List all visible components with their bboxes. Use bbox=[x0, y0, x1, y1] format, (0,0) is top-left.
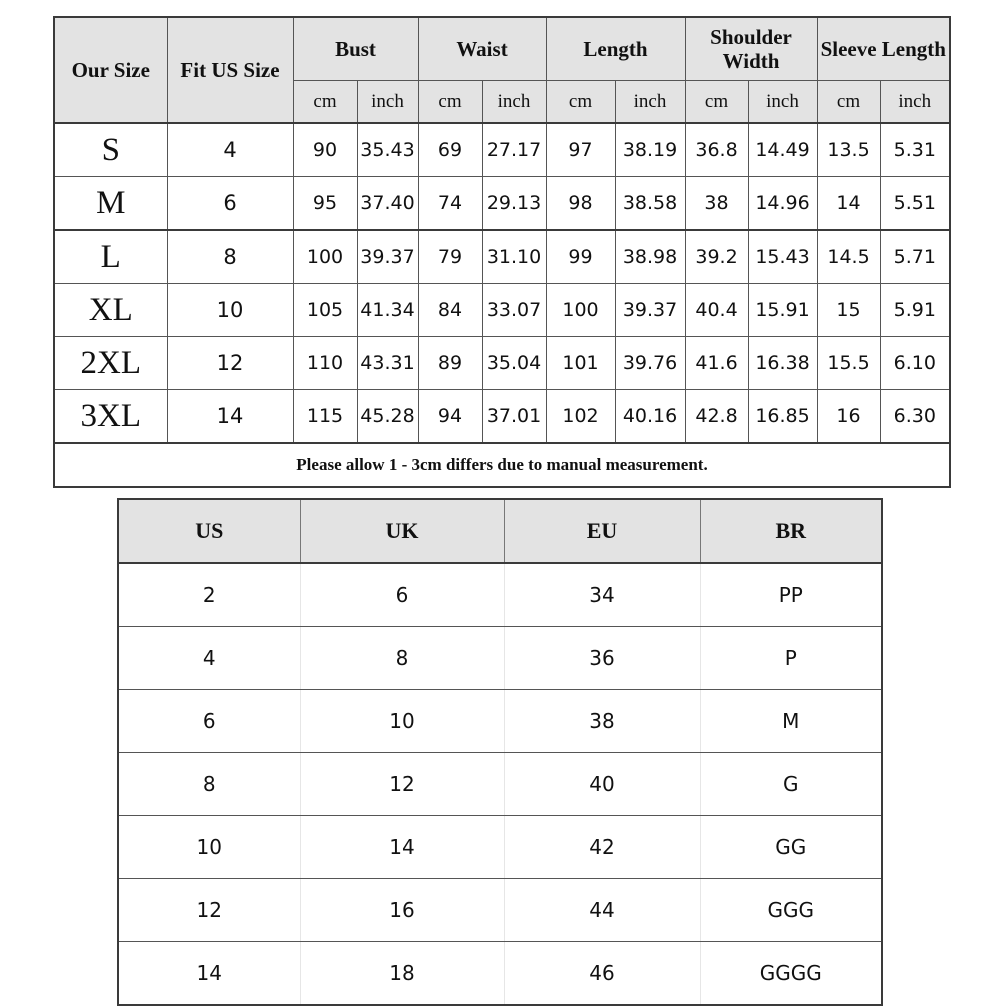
sleeve-inch-cell: 5.31 bbox=[880, 123, 950, 177]
shoulder-cm-cell: 41.6 bbox=[685, 337, 748, 390]
uk-size-cell: 14 bbox=[300, 816, 504, 879]
shoulder-cm-cell: 38 bbox=[685, 177, 748, 231]
sleeve-inch-cell: 5.71 bbox=[880, 230, 950, 284]
bust-cm-cell: 105 bbox=[293, 284, 357, 337]
header-sleeve-length: Sleeve Length bbox=[817, 17, 950, 81]
our-size-cell: S bbox=[54, 123, 167, 177]
unit-header: cm bbox=[685, 81, 748, 124]
size-row bbox=[54, 177, 950, 231]
bust-cm-cell: 110 bbox=[293, 337, 357, 390]
fit-us-size-cell: 10 bbox=[167, 284, 293, 337]
unit-header: cm bbox=[418, 81, 482, 124]
size-row bbox=[54, 337, 950, 390]
header-length: Length bbox=[546, 17, 685, 81]
us-size-cell: 6 bbox=[118, 690, 300, 753]
shoulder-cm-cell: 36.8 bbox=[685, 123, 748, 177]
size-chart-table bbox=[53, 16, 951, 488]
waist-cm-cell: 79 bbox=[418, 230, 482, 284]
uk-size-cell: 18 bbox=[300, 942, 504, 1006]
unit-header: inch bbox=[615, 81, 685, 124]
sleeve-cm-cell: 14 bbox=[817, 177, 880, 231]
waist-inch-cell: 29.13 bbox=[482, 177, 546, 231]
eu-size-cell: 36 bbox=[504, 627, 700, 690]
length-inch-cell: 39.37 bbox=[615, 284, 685, 337]
length-inch-cell: 39.76 bbox=[615, 337, 685, 390]
bust-cm-cell: 100 bbox=[293, 230, 357, 284]
size-chart-header-row bbox=[54, 17, 950, 81]
size-row bbox=[54, 230, 950, 284]
us-size-cell: 2 bbox=[118, 563, 300, 627]
sleeve-inch-cell: 5.91 bbox=[880, 284, 950, 337]
waist-inch-cell: 37.01 bbox=[482, 390, 546, 444]
header-us: US bbox=[118, 499, 300, 563]
sleeve-inch-cell: 5.51 bbox=[880, 177, 950, 231]
length-cm-cell: 99 bbox=[546, 230, 615, 284]
our-size-cell: 2XL bbox=[54, 337, 167, 390]
length-cm-cell: 100 bbox=[546, 284, 615, 337]
sleeve-inch-cell: 6.30 bbox=[880, 390, 950, 444]
header-eu: EU bbox=[504, 499, 700, 563]
sleeve-cm-cell: 14.5 bbox=[817, 230, 880, 284]
waist-inch-cell: 27.17 bbox=[482, 123, 546, 177]
conversion-row bbox=[118, 563, 882, 627]
conversion-row bbox=[118, 879, 882, 942]
unit-header: inch bbox=[880, 81, 950, 124]
waist-inch-cell: 35.04 bbox=[482, 337, 546, 390]
waist-cm-cell: 94 bbox=[418, 390, 482, 444]
conversion-row bbox=[118, 753, 882, 816]
br-size-cell: PP bbox=[700, 563, 882, 627]
fit-us-size-cell: 4 bbox=[167, 123, 293, 177]
bust-inch-cell: 35.43 bbox=[357, 123, 418, 177]
measurement-note-row bbox=[54, 443, 950, 487]
br-size-cell: M bbox=[700, 690, 882, 753]
unit-header: cm bbox=[546, 81, 615, 124]
size-row bbox=[54, 284, 950, 337]
bust-inch-cell: 45.28 bbox=[357, 390, 418, 444]
length-cm-cell: 97 bbox=[546, 123, 615, 177]
bust-cm-cell: 95 bbox=[293, 177, 357, 231]
eu-size-cell: 38 bbox=[504, 690, 700, 753]
waist-cm-cell: 69 bbox=[418, 123, 482, 177]
conversion-row bbox=[118, 690, 882, 753]
length-inch-cell: 38.19 bbox=[615, 123, 685, 177]
header-our-size: Our Size bbox=[54, 17, 167, 123]
size-row bbox=[54, 390, 950, 444]
uk-size-cell: 10 bbox=[300, 690, 504, 753]
uk-size-cell: 16 bbox=[300, 879, 504, 942]
fit-us-size-cell: 8 bbox=[167, 230, 293, 284]
length-cm-cell: 98 bbox=[546, 177, 615, 231]
shoulder-inch-cell: 14.49 bbox=[748, 123, 817, 177]
sleeve-cm-cell: 15.5 bbox=[817, 337, 880, 390]
br-size-cell: GG bbox=[700, 816, 882, 879]
sleeve-cm-cell: 13.5 bbox=[817, 123, 880, 177]
eu-size-cell: 46 bbox=[504, 942, 700, 1006]
length-inch-cell: 40.16 bbox=[615, 390, 685, 444]
shoulder-inch-cell: 15.91 bbox=[748, 284, 817, 337]
sleeve-cm-cell: 16 bbox=[817, 390, 880, 444]
waist-inch-cell: 31.10 bbox=[482, 230, 546, 284]
bust-inch-cell: 39.37 bbox=[357, 230, 418, 284]
unit-header: cm bbox=[817, 81, 880, 124]
uk-size-cell: 12 bbox=[300, 753, 504, 816]
length-inch-cell: 38.58 bbox=[615, 177, 685, 231]
us-size-cell: 14 bbox=[118, 942, 300, 1006]
bust-cm-cell: 90 bbox=[293, 123, 357, 177]
fit-us-size-cell: 6 bbox=[167, 177, 293, 231]
unit-header: cm bbox=[293, 81, 357, 124]
our-size-cell: L bbox=[54, 230, 167, 284]
waist-cm-cell: 84 bbox=[418, 284, 482, 337]
header-shoulder-width: Shoulder Width bbox=[685, 17, 817, 81]
waist-inch-cell: 33.07 bbox=[482, 284, 546, 337]
eu-size-cell: 34 bbox=[504, 563, 700, 627]
shoulder-inch-cell: 15.43 bbox=[748, 230, 817, 284]
length-cm-cell: 101 bbox=[546, 337, 615, 390]
shoulder-inch-cell: 16.38 bbox=[748, 337, 817, 390]
eu-size-cell: 42 bbox=[504, 816, 700, 879]
us-size-cell: 8 bbox=[118, 753, 300, 816]
sleeve-cm-cell: 15 bbox=[817, 284, 880, 337]
shoulder-inch-cell: 16.85 bbox=[748, 390, 817, 444]
our-size-cell: XL bbox=[54, 284, 167, 337]
header-bust: Bust bbox=[293, 17, 418, 81]
measurement-note: Please allow 1 - 3cm differs due to manual measurement. bbox=[54, 443, 950, 487]
fit-us-size-cell: 12 bbox=[167, 337, 293, 390]
br-size-cell: GGGG bbox=[700, 942, 882, 1006]
waist-cm-cell: 89 bbox=[418, 337, 482, 390]
unit-header: inch bbox=[748, 81, 817, 124]
bust-cm-cell: 115 bbox=[293, 390, 357, 444]
bust-inch-cell: 41.34 bbox=[357, 284, 418, 337]
conversion-row bbox=[118, 816, 882, 879]
conversion-row bbox=[118, 942, 882, 1006]
unit-header: inch bbox=[357, 81, 418, 124]
shoulder-cm-cell: 39.2 bbox=[685, 230, 748, 284]
our-size-cell: 3XL bbox=[54, 390, 167, 444]
eu-size-cell: 44 bbox=[504, 879, 700, 942]
unit-header: inch bbox=[482, 81, 546, 124]
us-size-cell: 12 bbox=[118, 879, 300, 942]
header-waist: Waist bbox=[418, 17, 546, 81]
br-size-cell: GGG bbox=[700, 879, 882, 942]
shoulder-inch-cell: 14.96 bbox=[748, 177, 817, 231]
uk-size-cell: 6 bbox=[300, 563, 504, 627]
us-size-cell: 10 bbox=[118, 816, 300, 879]
length-inch-cell: 38.98 bbox=[615, 230, 685, 284]
our-size-cell: M bbox=[54, 177, 167, 231]
header-br: BR bbox=[700, 499, 882, 563]
header-fit-us-size: Fit US Size bbox=[167, 17, 293, 123]
size-conversion-table bbox=[117, 498, 883, 1006]
conversion-row bbox=[118, 627, 882, 690]
eu-size-cell: 40 bbox=[504, 753, 700, 816]
bust-inch-cell: 37.40 bbox=[357, 177, 418, 231]
fit-us-size-cell: 14 bbox=[167, 390, 293, 444]
shoulder-cm-cell: 40.4 bbox=[685, 284, 748, 337]
br-size-cell: P bbox=[700, 627, 882, 690]
br-size-cell: G bbox=[700, 753, 882, 816]
uk-size-cell: 8 bbox=[300, 627, 504, 690]
us-size-cell: 4 bbox=[118, 627, 300, 690]
bust-inch-cell: 43.31 bbox=[357, 337, 418, 390]
sleeve-inch-cell: 6.10 bbox=[880, 337, 950, 390]
conversion-header-row bbox=[118, 499, 882, 563]
shoulder-cm-cell: 42.8 bbox=[685, 390, 748, 444]
header-uk: UK bbox=[300, 499, 504, 563]
length-cm-cell: 102 bbox=[546, 390, 615, 444]
waist-cm-cell: 74 bbox=[418, 177, 482, 231]
size-row bbox=[54, 123, 950, 177]
